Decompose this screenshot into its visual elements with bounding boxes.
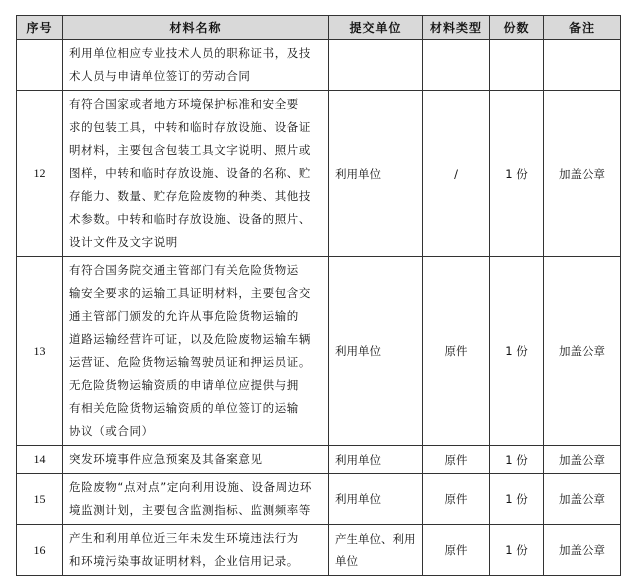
row-unit bbox=[329, 40, 423, 91]
row-unit: 利用单位 bbox=[329, 91, 423, 257]
row-copies: 1 份 bbox=[490, 474, 544, 525]
material-line: 运营证、危险货物运输驾驶员证和押运员证。 bbox=[69, 355, 311, 369]
material-line: 和环境污染事故证明材料，企业信用记录。 bbox=[69, 554, 299, 568]
material-line: 产生和利用单位近三年未发生环境违法行为 bbox=[69, 531, 299, 545]
row-remark: 加盖公章 bbox=[544, 91, 621, 257]
row-unit: 利用单位 bbox=[329, 474, 423, 525]
material-line: 有相关危险货物运输资质的单位签订的运输 bbox=[69, 401, 299, 415]
header-remark: 备注 bbox=[544, 16, 621, 40]
row-remark: 加盖公章 bbox=[544, 525, 621, 576]
header-copies: 份数 bbox=[490, 16, 544, 40]
row-copies: 1 份 bbox=[490, 91, 544, 257]
table-header-row bbox=[17, 16, 621, 40]
material-line: 求的包装工具，中转和临时存放设施、设备证 bbox=[69, 120, 311, 134]
material-line: 危险废物“点对点”定向利用设施、设备周边环 bbox=[69, 480, 313, 494]
row-remark bbox=[544, 40, 621, 91]
material-line: 术参数。中转和临时存放设施、设备的照片、 bbox=[69, 212, 311, 226]
unit-line: 产生单位、利用 bbox=[335, 532, 416, 546]
row-material bbox=[63, 257, 329, 446]
materials-table-wrapper bbox=[16, 15, 620, 576]
material-line: 境监测计划，主要包含监测指标、监测频率等 bbox=[69, 503, 311, 517]
row-remark: 加盖公章 bbox=[544, 446, 621, 474]
table-row bbox=[17, 474, 621, 525]
row-material bbox=[63, 91, 329, 257]
row-copies bbox=[490, 40, 544, 91]
row-type: 原件 bbox=[423, 257, 490, 446]
row-unit bbox=[329, 525, 423, 576]
row-type: 原件 bbox=[423, 525, 490, 576]
material-line: 术人员与申请单位签订的劳动合同 bbox=[69, 69, 251, 83]
table-row bbox=[17, 257, 621, 446]
header-material: 材料名称 bbox=[63, 16, 329, 40]
table-row bbox=[17, 40, 621, 91]
row-material bbox=[63, 525, 329, 576]
unit-line: 单位 bbox=[335, 554, 358, 568]
material-line: 存能力、数量、贮存危险废物的种类、其他技 bbox=[69, 189, 311, 203]
material-line: 突发环境事件应急预案及其备案意见 bbox=[69, 452, 263, 466]
row-copies: 1 份 bbox=[490, 525, 544, 576]
material-line: 输安全要求的运输工具证明材料，主要包含交 bbox=[69, 286, 311, 300]
table-body bbox=[17, 40, 621, 576]
header-type: 材料类型 bbox=[423, 16, 490, 40]
header-unit: 提交单位 bbox=[329, 16, 423, 40]
row-type: 原件 bbox=[423, 474, 490, 525]
row-remark: 加盖公章 bbox=[544, 257, 621, 446]
row-type: 原件 bbox=[423, 446, 490, 474]
row-unit: 利用单位 bbox=[329, 257, 423, 446]
header-seq: 序号 bbox=[17, 16, 63, 40]
row-seq: 16 bbox=[17, 525, 63, 576]
table-row bbox=[17, 446, 621, 474]
material-line: 无危险货物运输资质的申请单位应提供与拥 bbox=[69, 378, 299, 392]
row-material bbox=[63, 474, 329, 525]
row-type bbox=[423, 40, 490, 91]
row-material bbox=[63, 446, 329, 474]
row-remark: 加盖公章 bbox=[544, 474, 621, 525]
material-line: 设计文件及文字说明 bbox=[69, 235, 178, 249]
material-line: 明材料，主要包含包装工具文字说明、照片或 bbox=[69, 143, 311, 157]
row-type: / bbox=[423, 91, 490, 257]
materials-table bbox=[16, 15, 621, 576]
row-copies: 1 份 bbox=[490, 446, 544, 474]
material-line: 有符合国家或者地方环境保护标准和安全要 bbox=[69, 97, 299, 111]
row-seq bbox=[17, 40, 63, 91]
material-line: 协议（或合同） bbox=[69, 424, 154, 438]
material-line: 图样，中转和临时存放设施、设备的名称、贮 bbox=[69, 166, 311, 180]
table-row bbox=[17, 91, 621, 257]
material-line: 通主管部门颁发的允许从事危险货物运输的 bbox=[69, 309, 299, 323]
row-material bbox=[63, 40, 329, 91]
row-seq: 15 bbox=[17, 474, 63, 525]
material-line: 道路运输经营许可证，以及危险废物运输车辆 bbox=[69, 332, 311, 346]
row-copies: 1 份 bbox=[490, 257, 544, 446]
row-unit: 利用单位 bbox=[329, 446, 423, 474]
row-seq: 12 bbox=[17, 91, 63, 257]
material-line: 有符合国务院交通主管部门有关危险货物运 bbox=[69, 263, 299, 277]
material-line: 利用单位相应专业技术人员的职称证书，及技 bbox=[69, 46, 311, 60]
table-row bbox=[17, 525, 621, 576]
row-seq: 13 bbox=[17, 257, 63, 446]
row-seq: 14 bbox=[17, 446, 63, 474]
